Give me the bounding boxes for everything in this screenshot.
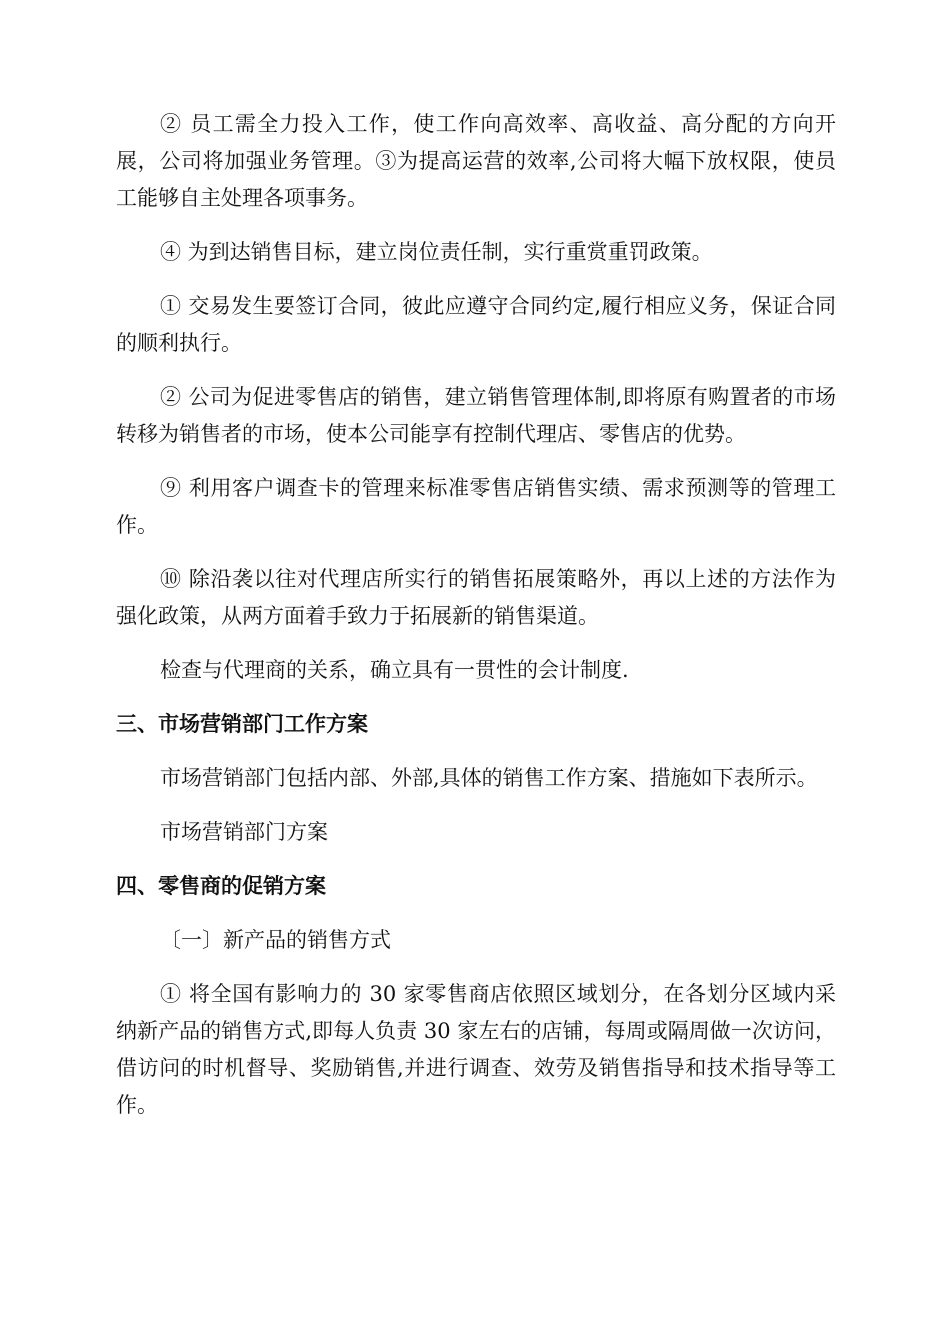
paragraph-customer-survey-card: ⑨ 利用客户调查卡的管理来标准零售店销售实绩、需求预测等的管理工作。	[116, 476, 836, 537]
table-caption-marketing-plan: 市场营销部门方案	[160, 820, 328, 844]
paragraph-staff-efficiency: ② 员工需全力投入工作，使工作向高效率、高收益、高分配的方向开展，公司将加强业务管理。③为提高运营的效率,公司将大幅下放权限，使员工能够自主处理各项事务。	[116, 112, 836, 210]
paragraph-marketing-department-intro: 市场营销部门包括内部、外部,具体的销售工作方案、措施如下表所示。	[160, 766, 818, 790]
paragraph-accounting-system: 检查与代理商的关系，确立具有一贯性的会计制度.	[160, 658, 629, 682]
paragraph-contract: ① 交易发生要签订合同，彼此应遵守合同约定,履行相应义务，保证合同的顺利执行。	[116, 294, 836, 355]
paragraph-sales-management-system: ② 公司为促进零售店的销售，建立销售管理体制,即将原有购置者的市场转移为销售者的市场，使本公司能享有控制代理店、零售店的优势。	[116, 385, 836, 446]
paragraph-retail-store-visits: ① 将全国有影响力的 30 家零售商店依照区域划分，在各划分区域内采纳新产品的销售方式,即每人负责 30 家左右的店铺，每周或隔周做一次访问，借访问的时机督导、奖励销售,并进行调查、效劳及销售指导和技术指导等工作。	[116, 982, 836, 1117]
subheading-new-product-sales: 〔一〕新产品的销售方式	[160, 928, 391, 952]
paragraph-sales-target: ④ 为到达销售目标，建立岗位责任制，实行重赏重罚政策。	[160, 240, 713, 264]
section-heading-retailer-promotion: 四、零售商的促销方案	[116, 874, 326, 898]
section-heading-marketing-department: 三、市场营销部门工作方案	[116, 712, 368, 736]
paragraph-sales-channels: ⑩ 除沿袭以往对代理店所实行的销售拓展策略外，再以上述的方法作为强化政策，从两方面着手致力于拓展新的销售渠道。	[116, 567, 836, 628]
document-body	[116, 106, 836, 1141]
